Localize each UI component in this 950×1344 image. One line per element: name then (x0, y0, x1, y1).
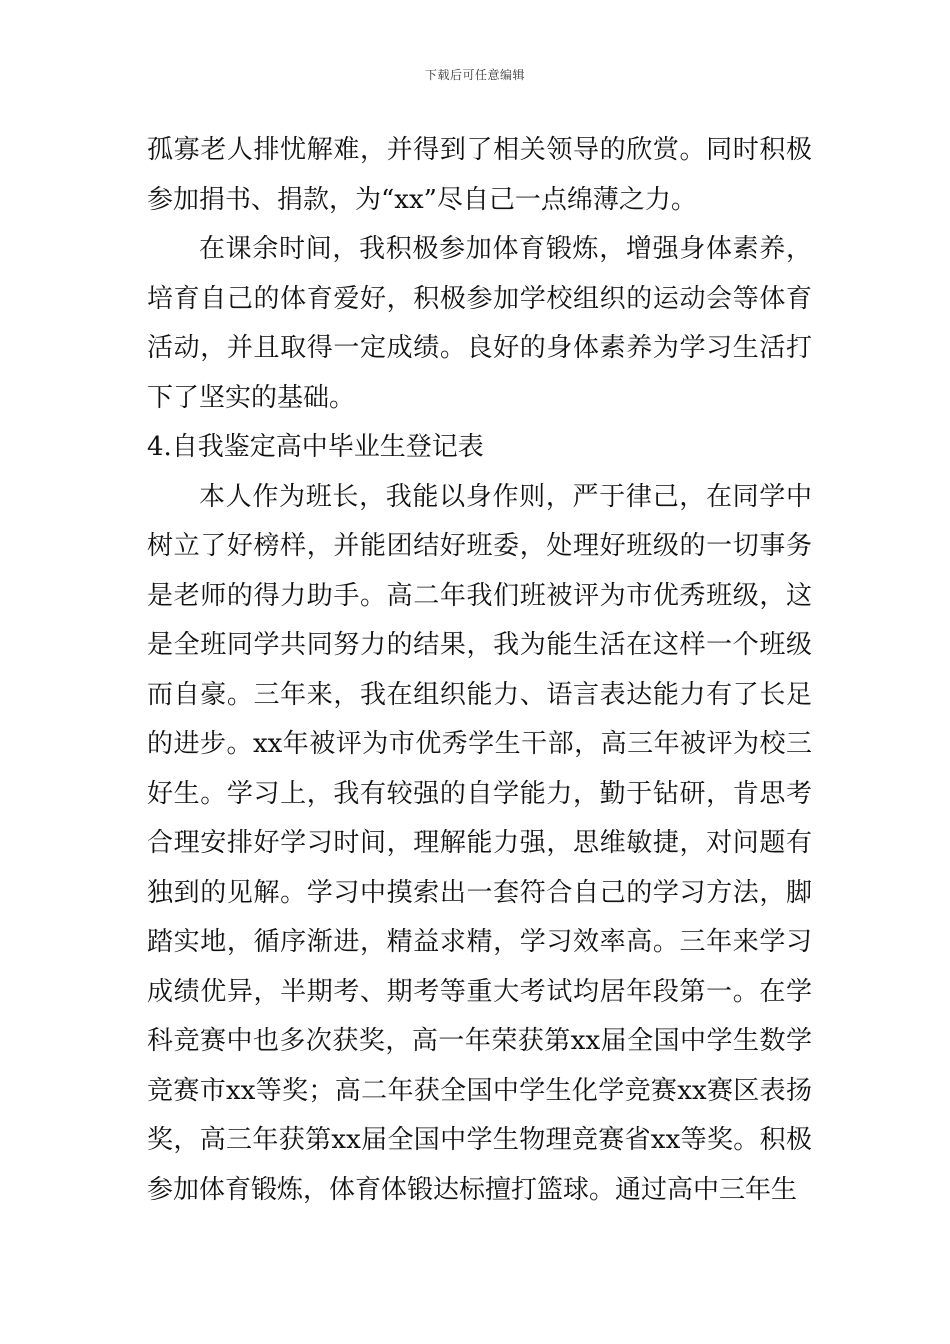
document-body (147, 126, 812, 1215)
paragraph-sports: 在课余时间，我积极参加体育锻炼，增强身体素养，培育自己的体育爱好，积极参加学校组织的运动会等体育活动，并且取得一定成绩。良好的身体素养为学习生活打下了坚实的基础。 (147, 234, 812, 413)
section-heading: 4.自我鉴定高中毕业生登记表 (147, 432, 484, 462)
paragraph-self-assessment: 本人作为班长，我能以身作则，严于律己，在同学中树立了好榜样，并能团结好班委，处理好班级的一切事务是老师的得力助手。高二年我们班被评为市优秀班级，这是全班同学共同努力的结果，我为能生活在这样一个班级而自豪。三年来，我在组织能力、语言表达能力有了长足的进步。xx年被评为市优秀学生干部，高三年被评为校三好生。学习上，我有较强的自学能力，勤于钻研，肯思考合理安排好学习时间，理解能力强，思维敏捷，对问题有独到的见解。学习中摸索出一套符合自己的学习方法，脚踏实地，循序渐进，精益求精，学习效率高。三年来学习成绩优异，半期考、期考等重大考试均居年段第一。在学科竞赛中也多次获奖，高一年荣获第xx届全国中学生数学竞赛市xx等奖；高二年获全国中学生化学竞赛xx赛区表扬奖，高三年获第xx届全国中学生物理竞赛省xx等奖。积极参加体育锻炼，体育体锻达标擅打篮球。通过高中三年生 (147, 481, 812, 1205)
paragraph-volunteer: 孤寡老人排忧解难，并得到了相关领导的欣赏。同时积极参加捐书、捐款，为“xx”尽自己一点绵薄之力。 (147, 135, 812, 215)
page-header-note: 下载后可任意编辑 (424, 68, 525, 82)
